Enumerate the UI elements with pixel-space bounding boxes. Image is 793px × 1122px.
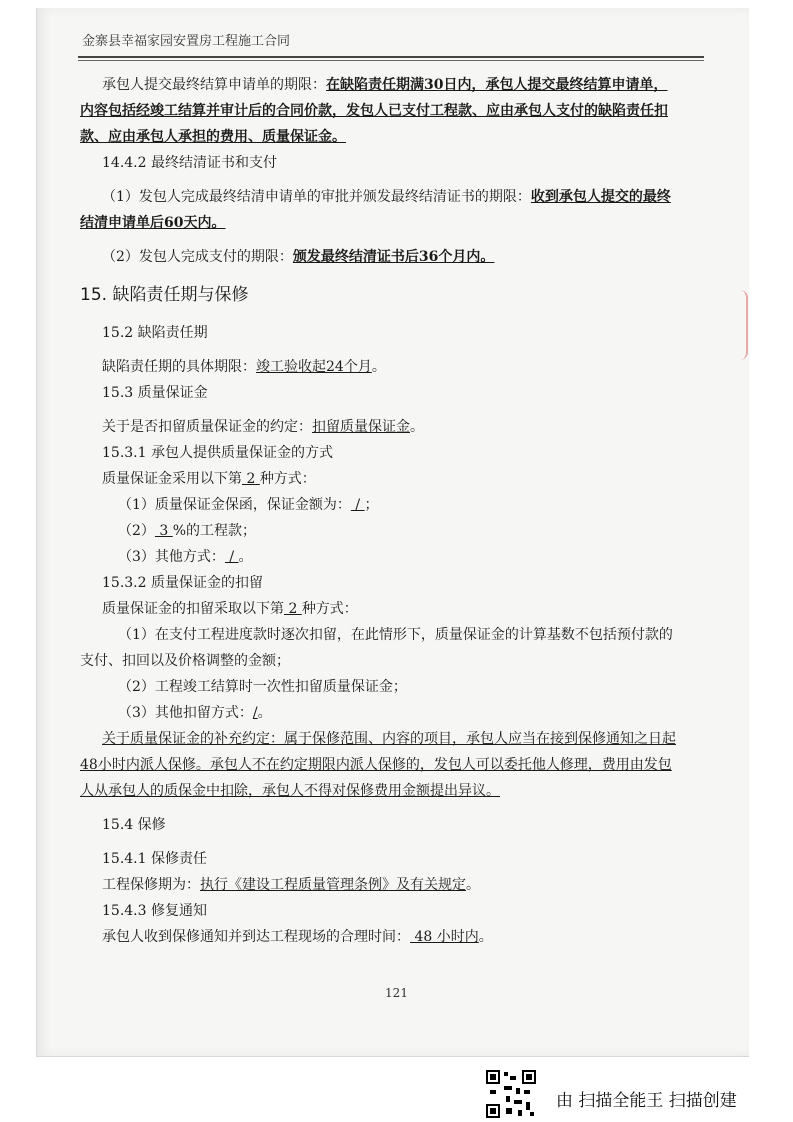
section-14-4-2: 14.4.2 最终结清证书和支付 (102, 155, 277, 171)
filled-value: 颁发最终结清证书后36个月内。 (292, 249, 495, 265)
filled-value: 48 小时内 (410, 929, 479, 945)
paragraph-final-clearance-approval (80, 184, 680, 236)
section-15-2: 15.2 缺陷责任期 (102, 325, 208, 341)
red-ink-mark (740, 290, 748, 360)
paragraph-retention-method: 质量保证金采用以下第 2 种方式： (102, 471, 316, 487)
page-number: 121 (385, 986, 408, 1000)
text: 承包人提交最终结算申请单的期限： (102, 77, 326, 93)
text: （1）发包人完成最终结清申请单的审批并颁发最终结清证书的期限： (102, 189, 531, 205)
deduction-option-3: （3）其他扣留方式：/。 (118, 705, 272, 721)
filled-value: 执行《建设工程质量管理条例》及有关规定 (200, 877, 466, 893)
page-header: 金寨县幸福家园安置房工程施工合同 (82, 34, 291, 49)
filled-value: / (224, 549, 239, 565)
scanner-watermark: 由 扫描全能王 扫描创建 (556, 1091, 737, 1111)
filled-value: 收到承包人提交的最终结清申请单后60天内。 (80, 189, 671, 231)
filled-value: 3 (154, 523, 173, 539)
document-body (80, 72, 680, 950)
section-15-title: 15. 缺陷责任期与保修 (80, 285, 249, 305)
section-15-3-2: 15.3.2 质量保证金的扣留 (102, 575, 263, 591)
paragraph-payment-deadline (80, 244, 680, 270)
filled-value: 竣工验收起24个月 (256, 359, 372, 375)
paragraph-deduction-method: 质量保证金的扣留采取以下第 2 种方式： (102, 601, 358, 617)
text: （2）发包人完成支付的期限： (102, 249, 293, 265)
deduction-option-1: （1）在支付工程进度款时逐次扣留，在此情形下，质量保证金的计算基数不包括预付款的支付、扣回以及价格调整的金额； (80, 627, 673, 669)
filled-value: 2 (242, 471, 260, 487)
qr-code-icon (486, 1070, 536, 1118)
header-rule-thin (78, 60, 704, 61)
option-3-other: （3）其他方式： / 。 (118, 549, 253, 565)
filled-value: 扣留质量保证金 (312, 419, 410, 435)
paragraph-repair-notice: 承包人收到保修通知并到达工程现场的合理时间： 48 小时内。 (102, 929, 493, 945)
filled-value: 2 (284, 601, 302, 617)
section-15-4-3: 15.4.3 修复通知 (102, 903, 207, 919)
filled-value: / (350, 497, 365, 513)
paragraph-defect-period: 缺陷责任期的具体期限：竣工验收起24个月。 (102, 359, 386, 375)
section-15-3: 15.3 质量保证金 (102, 385, 208, 401)
option-1-guarantee: （1）质量保证金保函，保证金额为： / ； (118, 497, 379, 513)
paragraph-warranty-period: 工程保修期为：执行《建设工程质量管理条例》及有关规定。 (102, 877, 480, 893)
filled-value: / (252, 705, 258, 721)
header-rule (78, 56, 704, 58)
section-15-4: 15.4 保修 (102, 817, 166, 833)
paragraph-retention-agreement: 关于是否扣留质量保证金的约定：扣留质量保证金。 (102, 419, 424, 435)
section-15-4-1: 15.4.1 保修责任 (102, 851, 207, 867)
paragraph-supplementary-agreement: 关于质量保证金的补充约定：属于保修范围、内容的项目，承包人应当在接到保修通知之日起48小时内派人保修。承包人不在约定期限内派人保修的，发包人可以委托他人修理，费用由发包人从承包人的质保金中扣除，承包人不得对保修费用金额提出异议。 (80, 731, 676, 799)
paragraph-final-settlement-deadline (80, 72, 680, 150)
section-15-3-1: 15.3.1 承包人提供质量保证金的方式 (102, 445, 333, 461)
filled-value: 在缺陷责任期满30日内，承包人提交最终结算申请单，内容包括经竣工结算并审计后的合同价款，发包人已支付工程款、应由承包人支付的缺陷责任扣款、应由承包人承担的费用、质量保证金。 (80, 77, 668, 145)
option-2-percentage: （2） 3 %的工程款； (118, 523, 257, 539)
deduction-option-2: （2）工程竣工结算时一次性扣留质量保证金； (118, 679, 407, 695)
